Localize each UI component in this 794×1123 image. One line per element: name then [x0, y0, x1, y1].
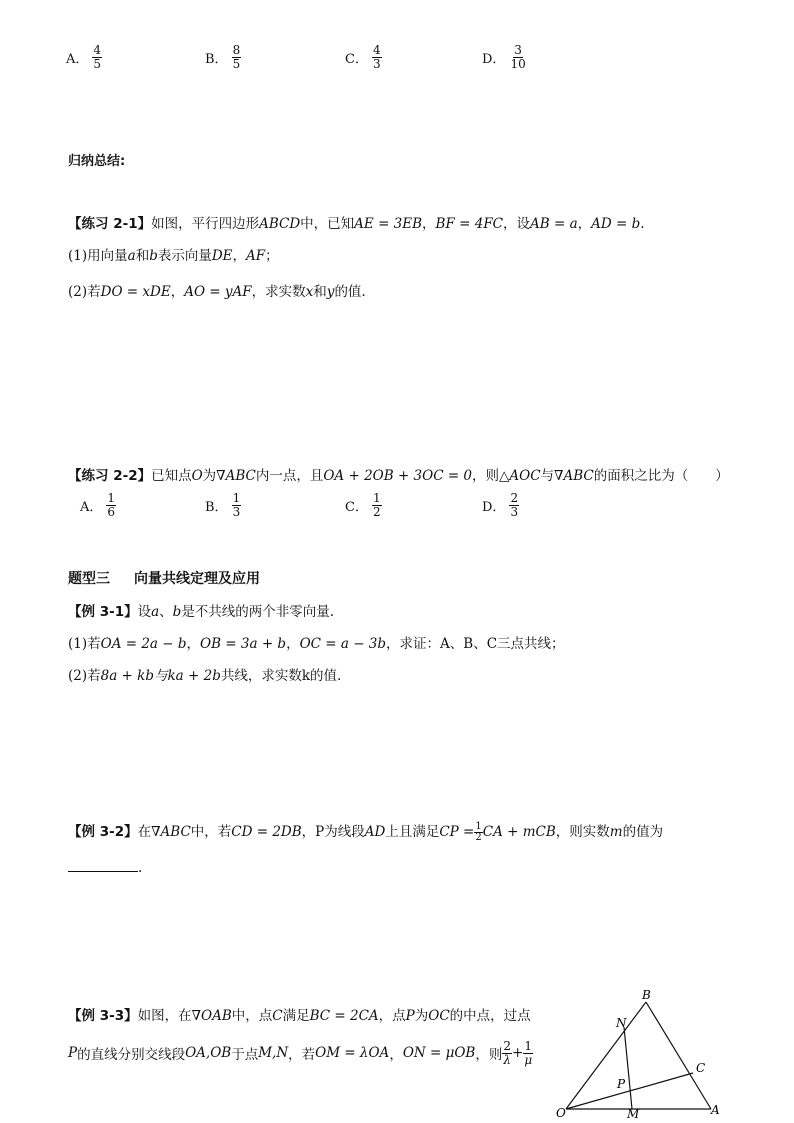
- coefficient-fraction: [474, 822, 482, 844]
- exercise-2-1-q1: [68, 244, 279, 264]
- section-label: 题型三: [68, 571, 110, 587]
- numerator: 1: [232, 491, 241, 505]
- condition: OC = a − 3b: [299, 636, 387, 652]
- example-tag: 【例 3-3】: [68, 1008, 138, 1024]
- answer-blank[interactable]: [68, 871, 138, 872]
- condition: AO = yAF: [184, 284, 252, 300]
- text: 已知点: [151, 468, 192, 484]
- equation: OA + 2OB + 3OC = 0: [323, 468, 473, 484]
- label-m: M: [627, 1107, 640, 1120]
- condition: CD = 2DB: [231, 824, 302, 840]
- text: 的直线分别交线段: [77, 1047, 186, 1064]
- text: 表示向量: [157, 248, 212, 264]
- point: P: [405, 1008, 415, 1024]
- condition: OA = 2a − b: [100, 636, 187, 652]
- text: 于点: [231, 1047, 259, 1064]
- example-3-1-q1: [68, 632, 565, 652]
- example-tag: 【例 3-2】: [68, 824, 138, 840]
- text: 中，若: [190, 824, 232, 840]
- triangle: ∇ABC: [554, 468, 594, 484]
- vector: AF: [246, 248, 266, 264]
- variable: m: [609, 824, 623, 840]
- denominator: 3: [372, 56, 381, 71]
- numerator: 8: [232, 43, 241, 57]
- text: 与: [540, 468, 555, 484]
- label-b: B: [642, 990, 651, 1002]
- text: ，则: [472, 468, 500, 484]
- text: 中，已知: [300, 216, 355, 232]
- denominator: 5: [232, 56, 241, 71]
- text: ，设: [503, 216, 531, 232]
- text: 、: [159, 604, 173, 620]
- comma: ，: [422, 216, 436, 232]
- denominator: 3: [510, 504, 519, 519]
- comma: ，: [232, 248, 247, 264]
- option-d: [482, 44, 527, 70]
- expression: CA + mCB: [482, 824, 556, 840]
- condition: ON = μOB: [402, 1045, 476, 1062]
- comma: ，: [286, 636, 300, 652]
- comma: ，: [170, 284, 185, 300]
- condition: BC = 2CA: [309, 1008, 379, 1024]
- text: ；: [265, 248, 279, 264]
- label-p: P: [617, 1077, 626, 1091]
- text: 在: [137, 824, 152, 840]
- denominator: 2: [475, 832, 482, 843]
- answer-blank-line: [68, 860, 142, 876]
- expression: 8a + kb与ka + 2b: [100, 668, 221, 684]
- section-heading: [68, 568, 260, 588]
- vector: DE: [211, 248, 233, 264]
- text: ，若: [288, 1047, 316, 1064]
- label-a: A: [711, 1103, 720, 1117]
- condition: BF = 4FC: [435, 216, 504, 232]
- text: 如图，在: [137, 1008, 192, 1024]
- vector: CP =: [439, 824, 475, 840]
- option-fraction: [509, 44, 526, 70]
- numerator: 1: [372, 491, 381, 505]
- text: ，求实数: [251, 284, 306, 300]
- numerator: 1: [475, 820, 482, 832]
- text: 的值为: [622, 824, 664, 840]
- exercise-tag: 【练习 2-2】: [68, 468, 152, 484]
- numerator: 4: [372, 43, 381, 57]
- points: M,N: [258, 1045, 289, 1062]
- example-3-2-line: [68, 820, 663, 844]
- denominator: 6: [107, 504, 116, 519]
- denominator: 3: [232, 504, 241, 519]
- text: 设: [137, 604, 152, 620]
- point: P: [68, 1045, 78, 1062]
- option-c: [345, 492, 382, 518]
- option-letter: A．: [80, 499, 103, 515]
- text: 上且满足: [385, 824, 440, 840]
- fraction-1-over-mu: [523, 1040, 533, 1066]
- example-3-3-line1: [68, 1004, 531, 1024]
- text: 如图，平行四边形: [151, 216, 260, 232]
- text: 为: [202, 468, 217, 484]
- text: 是不共线的两个非零向量.: [181, 604, 335, 620]
- triangle: △AOC: [499, 468, 541, 484]
- point: O: [191, 468, 203, 484]
- section-title: 向量共线定理及应用: [134, 571, 260, 587]
- text: 为: [414, 1008, 429, 1024]
- text: ，求证：A、B、C三点共线；: [386, 636, 565, 652]
- side-ob: [566, 1002, 646, 1109]
- text: 中，点: [231, 1008, 273, 1024]
- option-fraction: [372, 44, 382, 70]
- text: 的值.: [334, 284, 366, 300]
- exercise-2-1-line1: [68, 212, 645, 232]
- triangle: ∇ABC: [216, 468, 256, 484]
- text: (1)用向量: [68, 248, 128, 264]
- text: 和: [135, 248, 150, 264]
- text: ，则: [475, 1047, 503, 1064]
- vector: a: [127, 248, 136, 264]
- option-letter: B．: [205, 499, 228, 515]
- text: (1)若: [68, 636, 101, 652]
- point: C: [272, 1008, 283, 1024]
- text: (2)若: [68, 668, 101, 684]
- condition: AD = b: [591, 216, 641, 232]
- text: 的面积之比为（ ）: [593, 468, 729, 484]
- numerator: 1: [524, 1039, 533, 1053]
- example-3-1-q2: [68, 664, 341, 684]
- condition: AE = 3EB: [354, 216, 423, 232]
- option-a: [80, 492, 116, 518]
- text: ，P为线段: [301, 824, 365, 840]
- summary-heading: 归纳总结:: [68, 154, 126, 169]
- option-letter: C．: [345, 51, 368, 67]
- option-fraction: [372, 492, 382, 518]
- text: 共线，求实数k的值.: [220, 668, 342, 684]
- comma: ，: [389, 1047, 403, 1064]
- vector: b: [172, 604, 182, 620]
- comma: ，: [577, 216, 592, 232]
- segments: OA,OB: [185, 1045, 232, 1062]
- numerator: 3: [514, 43, 522, 57]
- option-letter: B．: [205, 51, 228, 67]
- option-c: [345, 44, 382, 70]
- variable: y: [326, 284, 335, 300]
- option-letter: D．: [482, 499, 506, 515]
- option-fraction: [232, 44, 242, 70]
- text: (2)若: [68, 284, 101, 300]
- numerator: 2: [503, 1039, 511, 1053]
- denominator: λ: [503, 1052, 511, 1067]
- plus-sign: +: [512, 1045, 524, 1062]
- option-letter: A．: [66, 51, 89, 67]
- label-n: N: [616, 1016, 627, 1030]
- period: .: [640, 216, 645, 232]
- side-ba: [646, 1002, 711, 1109]
- denominator: μ: [524, 1052, 533, 1067]
- variable: x: [305, 284, 314, 300]
- numerator: 4: [93, 43, 102, 57]
- line-nm: [624, 1027, 632, 1109]
- triangle: ∇OAB: [191, 1008, 232, 1024]
- segment: OC: [428, 1008, 450, 1024]
- option-d: [482, 492, 519, 518]
- text: 的中点，过点: [449, 1008, 531, 1024]
- example-tag: 【例 3-1】: [68, 604, 138, 620]
- numerator: 1: [107, 491, 116, 505]
- exercise-2-2-line: [68, 464, 729, 484]
- text: 内一点，且: [255, 468, 324, 484]
- text: 和: [313, 284, 327, 300]
- option-fraction: [106, 492, 116, 518]
- exercise-2-1-q2: [68, 280, 366, 300]
- condition: OB = 3a + b: [200, 636, 287, 652]
- denominator: 5: [93, 56, 102, 71]
- option-a: [66, 44, 102, 70]
- shape-name: ABCD: [259, 216, 301, 232]
- condition: DO = xDE: [100, 284, 171, 300]
- triangle-figure: [556, 990, 726, 1120]
- text: .: [138, 860, 143, 876]
- text: 满足: [282, 1008, 310, 1024]
- label-c: C: [696, 1061, 706, 1075]
- exercise-tag: 【练习 2-1】: [68, 216, 152, 232]
- option-fraction: [92, 44, 102, 70]
- example-3-1-line1: [68, 600, 334, 620]
- option-b: [205, 492, 241, 518]
- condition: AB = a: [530, 216, 578, 232]
- label-o: O: [556, 1106, 566, 1120]
- option-b: [205, 44, 241, 70]
- vector: a: [151, 604, 160, 620]
- triangle: ∇ABC: [151, 824, 191, 840]
- option-fraction: [509, 492, 519, 518]
- condition: OM = λOA: [315, 1045, 390, 1062]
- fraction-2-over-lambda: [502, 1040, 512, 1066]
- denominator: 2: [372, 504, 381, 519]
- denominator: 10: [510, 56, 526, 71]
- vector: b: [149, 248, 158, 264]
- example-3-3-line2: [68, 1040, 533, 1066]
- option-letter: D．: [482, 51, 506, 67]
- option-fraction: [232, 492, 242, 518]
- text: ，点: [378, 1008, 406, 1024]
- numerator: 2: [510, 491, 519, 505]
- segment: AD: [364, 824, 386, 840]
- text: ，则实数: [555, 824, 610, 840]
- comma: ，: [186, 636, 201, 652]
- option-letter: C．: [345, 499, 368, 515]
